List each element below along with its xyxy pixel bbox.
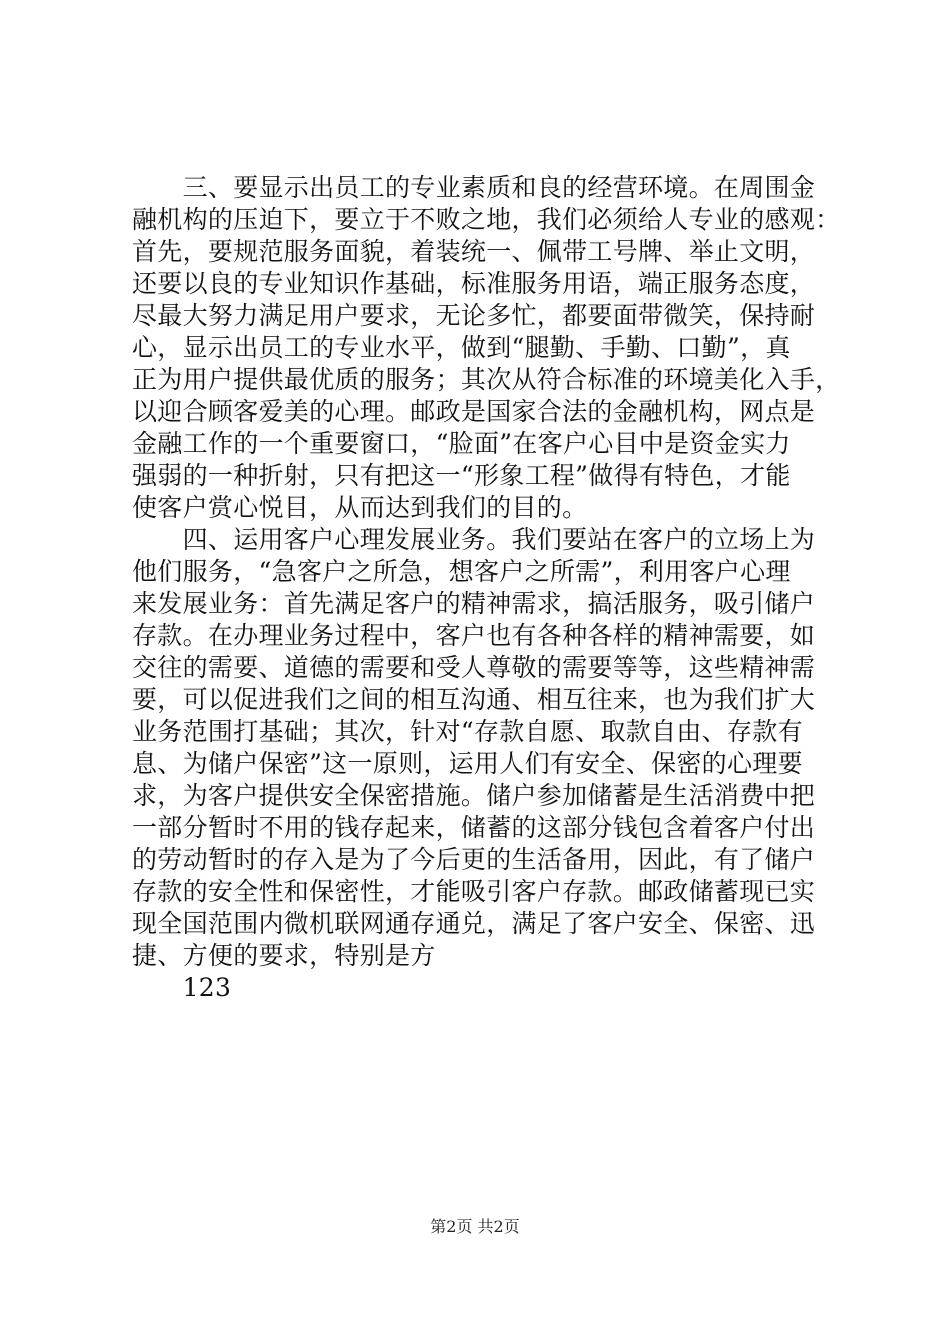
text-line: 还要以良的专业知识作基础，标准服务用语，端正服务态度， [132,269,816,298]
page-footer: 第2页 共2页 [430,1217,520,1236]
text-line: 强弱的一种折射，只有把这一“形象工程”做得有特色，才能 [132,461,791,490]
text-line: 三、要显示出员工的专业素质和良的经营环境。在周围金 [132,173,816,202]
text-line: 他们服务，“急客户之所急，想客户之所需”，利用客户心理 [132,557,791,586]
text-line: 首先，要规范服务面貌，着装统一、佩带工号牌、举止文明， [132,237,816,266]
text-line: 使客户赏心悦目，从而达到我们的目的。 [132,493,588,522]
text-line: 一部分暂时不用的钱存起来，储蓄的这部分钱包含着客户付出 [132,813,816,842]
text-line: 以迎合顾客爱美的心理。邮政是国家合法的金融机构，网点是 [132,397,816,426]
text-line: 息、为储户保密”这一原则，运用人们有安全、保密的心理要 [132,749,803,778]
text-line: 正为用户提供最优质的服务；其次从符合标准的环境美化入手， [132,365,841,394]
text-line: 来发展业务：首先满足客户的精神需求，搞活服务，吸引储户 [132,589,816,618]
text-line: 交往的需要、道德的需要和受人尊敬的需要等等，这些精神需 [132,653,816,682]
text-line: 求，为客户提供安全保密措施。储户参加储蓄是生活消费中把 [132,781,816,810]
text-line: 存款。在办理业务过程中，客户也有各种各样的精神需要，如 [132,621,816,650]
page-number-text: 123 [132,973,232,1002]
text-line: 捷、方便的要求，特别是方 [132,941,436,970]
text-line: 业务范围打基础；其次，针对“存款自愿、取款自由、存款有 [132,717,803,746]
text-line: 的劳动暂时的存入是为了今后更的生活备用，因此，有了储户 [132,845,816,874]
text-line: 要，可以促进我们之间的相互沟通、相互往来，也为我们扩大 [132,685,816,714]
text-line: 尽最大努力满足用户要求，无论多忙，都要面带微笑，保持耐 [132,301,816,330]
text-line: 融机构的压迫下，要立于不败之地，我们必须给人专业的感观： [132,205,841,234]
text-line: 四、运用客户心理发展业务。我们要站在客户的立场上为 [132,525,816,554]
text-line: 心，显示出员工的专业水平，做到“腿勤、手勤、口勤”，真 [132,333,791,362]
text-line: 现全国范围内微机联网通存通兑，满足了客户安全、保密、迅 [132,909,816,938]
text-line: 存款的安全性和保密性，才能吸引客户存款。邮政储蓄现已实 [132,877,816,906]
text-line: 金融工作的一个重要窗口，“脸面”在客户心目中是资金实力 [132,429,791,458]
